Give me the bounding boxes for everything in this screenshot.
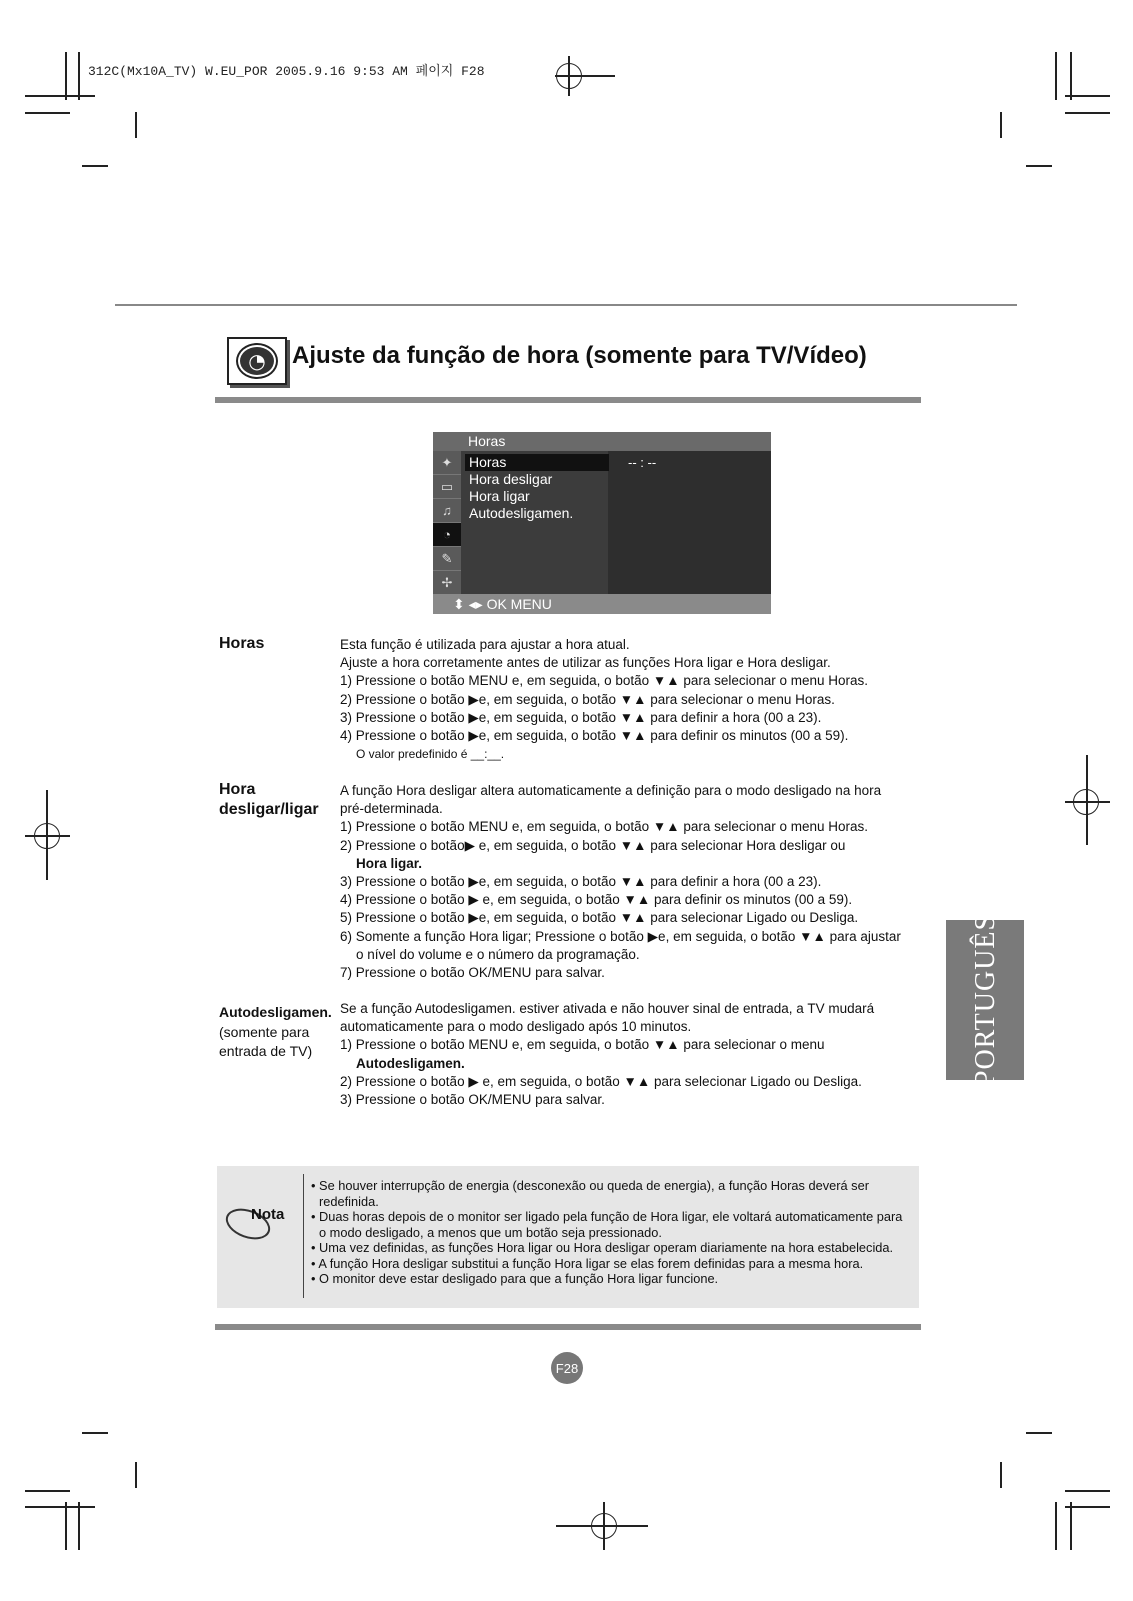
section-label-desligar-ligar: desligar/ligar (219, 801, 319, 818)
crop-mark (25, 1506, 95, 1508)
language-side-tab: PORTUGUÊS (946, 920, 1024, 1080)
crop-mark (1000, 1462, 1002, 1488)
crop-mark (25, 1490, 70, 1492)
crop-mark (1086, 755, 1088, 845)
bottom-rule (215, 1324, 921, 1330)
setup-icon: ✢ (433, 571, 461, 595)
crop-mark (555, 75, 615, 77)
crop-mark (603, 1502, 605, 1550)
section-label-autodesligamen: Autodesligamen. (219, 1004, 332, 1020)
default-value-note: O valor predefinido é __:__. (356, 747, 505, 762)
crop-mark (1065, 112, 1110, 114)
option-icon: ✎ (433, 547, 461, 571)
body-line: 2) Pressione o botão▶ e, em seguida, o botão ▼▲ para selecionar Hora desligar ou (340, 837, 846, 853)
note-line: • O monitor deve estar desligado para que a função Hora ligar funcione. (311, 1271, 719, 1286)
body-line: 1) Pressione o botão MENU e, em seguida, o botão ▼▲ para selecionar o menu Horas. (340, 673, 868, 689)
body-line: Se a função Autodesligamen. estiver ativada e não houver sinal de entrada, a TV mudará (340, 1001, 875, 1016)
sound-icon: ♫ (433, 499, 461, 523)
osd-value-panel (608, 451, 771, 594)
section-label-hora: Hora (219, 781, 256, 798)
section-body-hora-desligar (340, 782, 920, 982)
osd-item: Horas (465, 454, 609, 471)
body-line: 3) Pressione o botão OK/MENU para salvar. (340, 1092, 605, 1108)
osd-header: Horas (433, 432, 771, 451)
body-line: pré-determinada. (340, 801, 443, 817)
crop-mark (1026, 165, 1052, 167)
body-line: 4) Pressione o botão ▶ e, em seguida, o botão ▼▲ para definir os minutos (00 a 59). (340, 892, 853, 908)
note-line: • Se houver interrupção de energia (desconexão ou queda de energia), a função Horas deverá ser (311, 1178, 869, 1193)
body-line: 2) Pressione o botão ▶e, em seguida, o botão ▼▲ para selecionar o menu Horas. (340, 691, 835, 707)
osd-item: Hora desligar (469, 471, 553, 487)
title-underline (215, 397, 921, 403)
body-line: 6) Somente a função Hora ligar; Pressione o botão ▶e, em seguida, o botão ▼▲ para ajustar (340, 928, 901, 944)
top-rule (115, 304, 1017, 306)
crop-mark (1065, 1490, 1110, 1492)
osd-item-list (465, 454, 609, 522)
body-line: o nível do volume e o número da programação. (356, 946, 640, 962)
note-divider (303, 1174, 304, 1298)
crop-mark (25, 112, 70, 114)
body-line: 3) Pressione o botão ▶e, em seguida, o botão ▼▲ para definir a hora (00 a 23). (340, 874, 822, 890)
body-line: 3) Pressione o botão ▶e, em seguida, o botão ▼▲ para definir a hora (00 a 23). (340, 709, 822, 725)
crop-mark (135, 1462, 137, 1488)
body-line: 1) Pressione o botão MENU e, em seguida, o botão ▼▲ para selecionar o menu Horas. (340, 819, 868, 835)
note-line: • A função Hora desligar substitui a função Hora ligar se elas forem definidas para a mesma hora. (311, 1255, 864, 1271)
body-line: Ajuste a hora corretamente antes de utilizar as funções Hora ligar e Hora desligar. (340, 655, 831, 671)
crop-mark (46, 790, 48, 880)
crop-mark (1055, 52, 1057, 100)
clock-menu-icon: ◔ (227, 337, 287, 385)
body-line: 5) Pressione o botão ▶e, em seguida, o botão ▼▲ para selecionar Ligado ou Desliga. (340, 910, 859, 926)
body-line: Esta função é utilizada para ajustar a hora atual. (340, 637, 630, 652)
osd-item: Autodesligamen. (469, 505, 574, 521)
note-line: • Duas horas depois de o monitor ser ligado pela função de Hora ligar, ele voltará automaticamente para (311, 1209, 903, 1224)
page-number-badge: F28 (551, 1352, 583, 1384)
body-line: 1) Pressione o botão MENU e, em seguida, o botão ▼▲ para selecionar o menu (340, 1037, 825, 1053)
note-line: o modo desligado, a menos que um botão seja pressionado. (319, 1224, 662, 1240)
section-sublabel: (somente para (219, 1024, 310, 1040)
body-line: automaticamente para o modo desligado após 10 minutos. (340, 1019, 692, 1035)
crop-mark (1070, 52, 1072, 100)
crop-mark (568, 56, 570, 96)
crop-mark (135, 112, 137, 138)
time-icon: ◔ (433, 523, 461, 547)
section-body-autodesligamen (340, 1000, 920, 1109)
crop-mark (1065, 801, 1110, 803)
picture-icon: ✦ (433, 451, 461, 475)
crop-mark (1026, 1432, 1052, 1434)
body-line: A função Hora desligar altera automaticamente a definição para o modo desligado na hora (340, 783, 882, 798)
osd-item: Hora ligar (469, 488, 530, 504)
crop-mark (1055, 1502, 1057, 1550)
crop-mark (1000, 112, 1002, 138)
crop-mark (25, 95, 95, 97)
crop-mark (78, 52, 80, 100)
note-box (217, 1166, 919, 1308)
crop-mark (82, 1432, 108, 1434)
body-line: 2) Pressione o botão ▶ e, em seguida, o botão ▼▲ para selecionar Ligado ou Desliga. (340, 1073, 862, 1089)
note-label: Nota (251, 1206, 285, 1223)
osd-icon-column (433, 451, 461, 594)
screen-icon: ▭ (433, 475, 461, 499)
crop-mark (1070, 1502, 1072, 1550)
note-text (311, 1178, 911, 1287)
body-line: 4) Pressione o botão ▶e, em seguida, o botão ▼▲ para definir os minutos (00 a 59). (340, 728, 849, 744)
crop-mark (78, 1502, 80, 1550)
crop-mark (1065, 1506, 1110, 1508)
crop-mark (65, 52, 67, 100)
osd-time-value: -- : -- (628, 455, 657, 470)
osd-footer: ⬍ ◂▸ OK MENU (433, 594, 771, 614)
page-title: Ajuste da função de hora (somente para TV/Vídeo) (292, 342, 867, 369)
crop-mark (65, 1502, 67, 1550)
crop-mark (25, 835, 70, 837)
body-line: 7) Pressione o botão OK/MENU para salvar. (340, 965, 605, 981)
print-slug: 312C(Mx10A_TV) W.EU_POR 2005.9.16 9:53 AM 페이지 F28 (88, 64, 485, 79)
note-line: redefinida. (319, 1193, 379, 1209)
crop-mark (1065, 95, 1110, 97)
body-line: Hora ligar. (356, 855, 423, 871)
section-body-horas (340, 636, 920, 763)
note-line: • Uma vez definidas, as funções Hora ligar ou Hora desligar operam diariamente na hora estabelecida. (311, 1240, 894, 1255)
section-label-horas: Horas (219, 635, 265, 652)
crop-mark (556, 1525, 648, 1527)
osd-menu (433, 432, 771, 614)
section-sublabel: entrada de TV) (219, 1043, 313, 1059)
body-line: Autodesligamen. (356, 1055, 465, 1071)
crop-mark (82, 165, 108, 167)
